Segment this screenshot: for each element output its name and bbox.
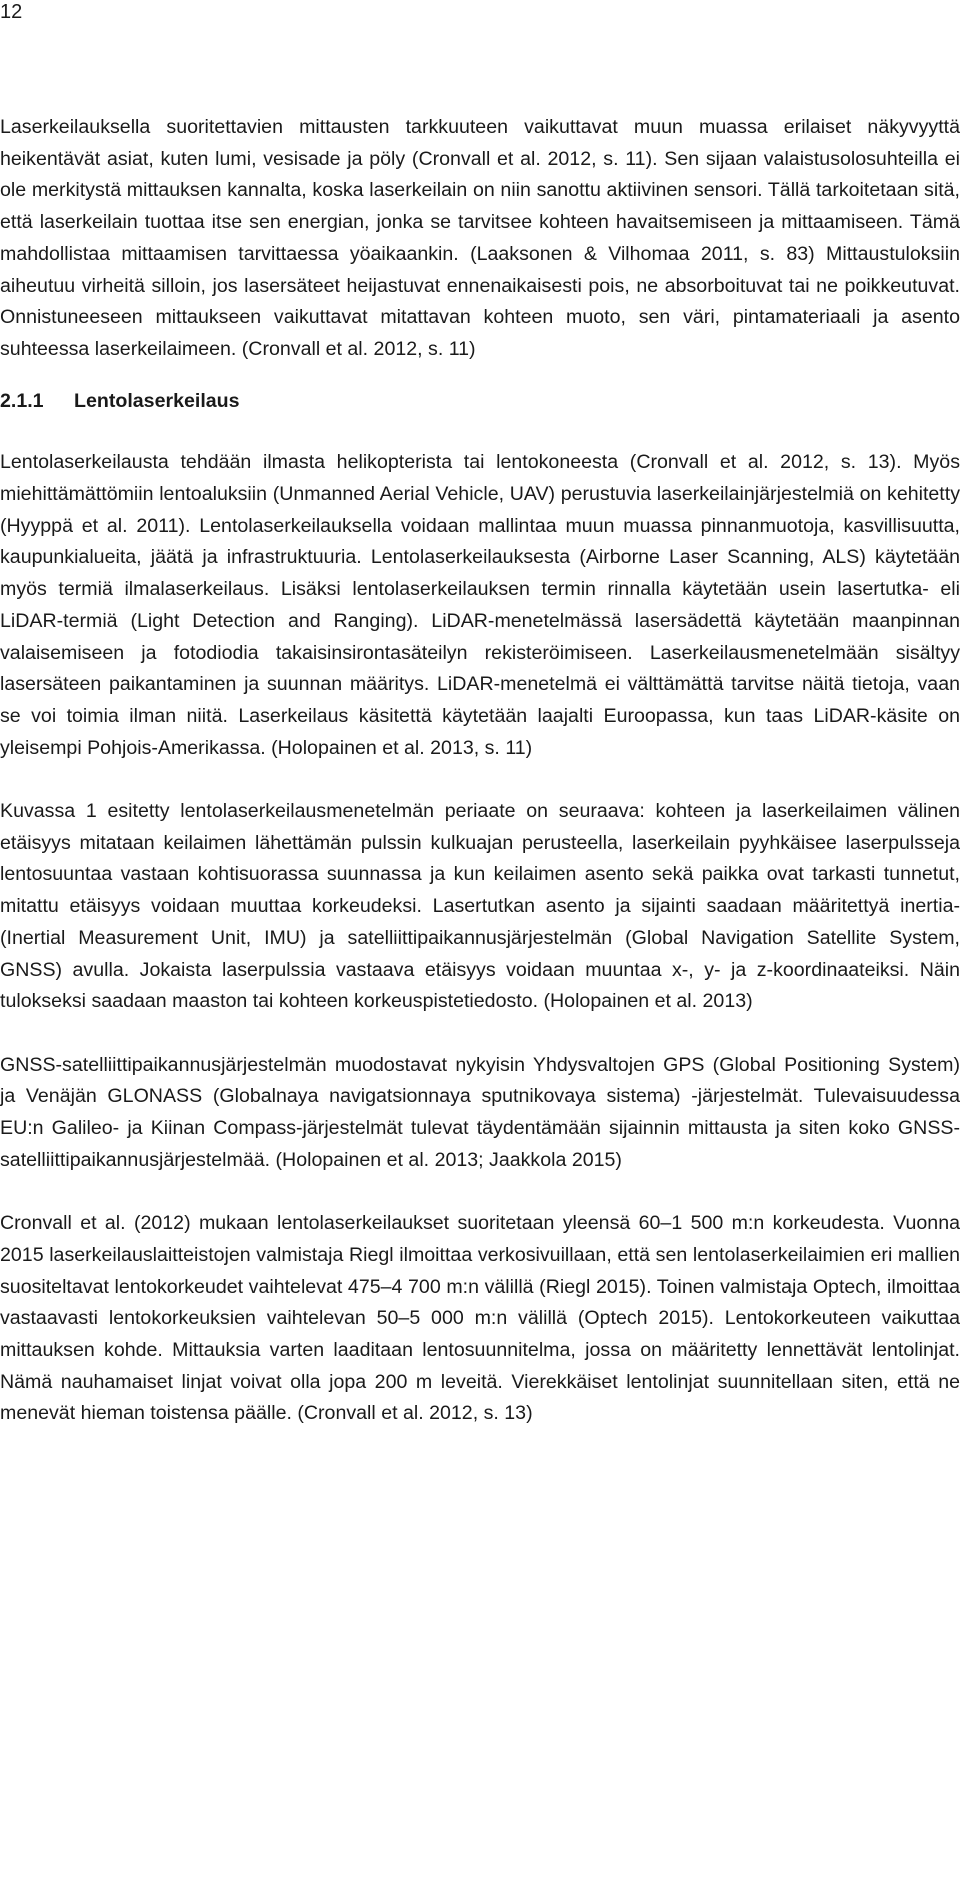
paragraph-intro: Laserkeilauksella suoritettavien mittausten tarkkuuteen vaikuttavat muun muassa erilaiset näkyvyyttä heikentävät asiat, kuten lumi, vesisade ja pöly (Cronvall et al. 2012, s. 11). Sen sijaan valaistusolosuhteilla ei ole merkitystä mittauksen kannalta, koska laserkeilain on niin sanottu aktiivinen sensori. Tällä tarkoitetaan sitä, että laserkeilain tuottaa itse sen energian, jonka se tarvitsee kohteen havaitsemiseen ja mittaamiseen. Tämä mahdollistaa mittaamisen tarvittaessa yöaikaankin. (Laaksonen & Vilhomaa 2011, s. 83) Mittaustuloksiin aiheutuu virheitä silloin, jos lasersäteet heijastuvat ennenaikaisesti pois, ne absorboituvat tai ne poikkeutuvat. Onnistuneeseen mittaukseen vaikuttavat mitattavan kohteen muoto, sen väri, pintamateriaali ja asento suhteessa laserkeilaimeen. (Cronvall et al. 2012, s. 11): [0, 116, 960, 360]
document-body: [0, 112, 960, 1430]
paragraph-gnss: GNSS-satelliittipaikannusjärjestelmän muodostavat nykyisin Yhdysvaltojen GPS (Global Positioning System) ja Venäjän GLONASS (Globalnaya navigatsionnaya sputnikovaya sistema) -järjestelmät. Tulevaisuudessa EU:n Galileo- ja Kiinan Compass-järjestelmät tulevat täydentämään sijainnin mittausta ja siten koko GNSS-satelliittipaikannusjärjestelmää. (Holopainen et al. 2013; Jaakkola 2015): [0, 1053, 960, 1171]
paragraph-lentolaserkeilaus: Lentolaserkeilausta tehdään ilmasta helikopterista tai lentokoneesta (Cronvall et al. 2012, s. 13). Myös miehittämättömiin lentoaluksiin (Unmanned Aerial Vehicle, UAV) perustuvia laserkeilainjärjestelmiä on kehitetty (Hyyppä et al. 2011). Lentolaserkeilauksella voidaan mallintaa muun muassa pinnanmuotoja, kasvillisuutta, kaupunkialueita, jäätä ja infrastruktuuria. Lentolaserkeilauksesta (Airborne Laser Scanning, ALS) käytetään myös termiä ilmalaserkeilaus. Lisäksi lentolaserkeilauksen termin rinnalla käytetään usein lasertutka- eli LiDAR-termiä (Light Detection and Ranging). LiDAR-menetelmässä lasersädettä käytetään maanpinnan valaisemiseen ja fotodiodia takaisinsirontasäteilyn rekisteröimiseen. Laserkeilausmenetelmään sisältyy lasersäteen paikantaminen ja suunnan määritys. LiDAR-menetelmä ei välttämättä tarvitse näitä tietoja, vaan se voi toimia ilman niitä. Laserkeilaus käsitettä käytetään laajalti Euroopassa, kun taas LiDAR-käsite on yleisempi Pohjois-Amerikassa. (Holopainen et al. 2013, s. 11): [0, 451, 960, 759]
section-number: 2.1.1: [0, 389, 44, 412]
paragraph-lentokorkeudet: Cronvall et al. (2012) mukaan lentolaserkeilaukset suoritetaan yleensä 60–1 500 m:n korkeudesta. Vuonna 2015 laserkeilauslaitteistojen valmistaja Riegl ilmoittaa verkosivuillaan, että sen lentolaserkeilaimien eri mallien suositeltavat lentokorkeudet vaihtelevat 475–4 700 m:n välillä (Riegl 2015). Toinen valmistaja Optech, ilmoittaa vastaavasti lentokorkeuksien vaihtelevan 50–5 000 m:n välillä (Optech 2015). Lentokorkeuteen vaikuttaa mittauksen kohde. Mittauksia varten laaditaan lentosuunnitelma, jossa on määritetty lennettävät lentolinjat. Nämä nauhamaiset linjat voivat olla jopa 200 m leveitä. Vierekkäiset lentolinjat suunnitellaan siten, että ne menevät hieman toistensa päälle. (Cronvall et al. 2012, s. 13): [0, 1212, 960, 1425]
section-heading: [0, 386, 960, 418]
page-number: 12: [0, 1, 23, 23]
paragraph-menetelman-periaate: Kuvassa 1 esitetty lentolaserkeilausmenetelmän periaate on seuraava: kohteen ja laserkeilaimen välinen etäisyys mitataan keilaimen lähettämän pulssin kulkuajan perusteella, laserkeilain pyyhkäisee laserpulsseja lentosuuntaa vastaan kohtisuorassa suunnassa ja kun keilaimen asento sekä paikka ovat tarkasti tunnetut, mitattu etäisyys voidaan muuttaa korkeudeksi. Lasertutkan asento ja sijainti saadaan määritettyä inertia- (Inertial Measurement Unit, IMU) ja satelliittipaikannusjärjestelmän (Global Navigation Satellite System, GNSS) avulla. Jokaista laserpulssia vastaava etäisyys voidaan muuntaa x-, y- ja z-koordinaateiksi. Näin tulokseksi saadaan maaston tai kohteen korkeuspistetiedosto. (Holopainen et al. 2013): [0, 800, 960, 1013]
section-title: Lentolaserkeilaus: [74, 389, 240, 412]
